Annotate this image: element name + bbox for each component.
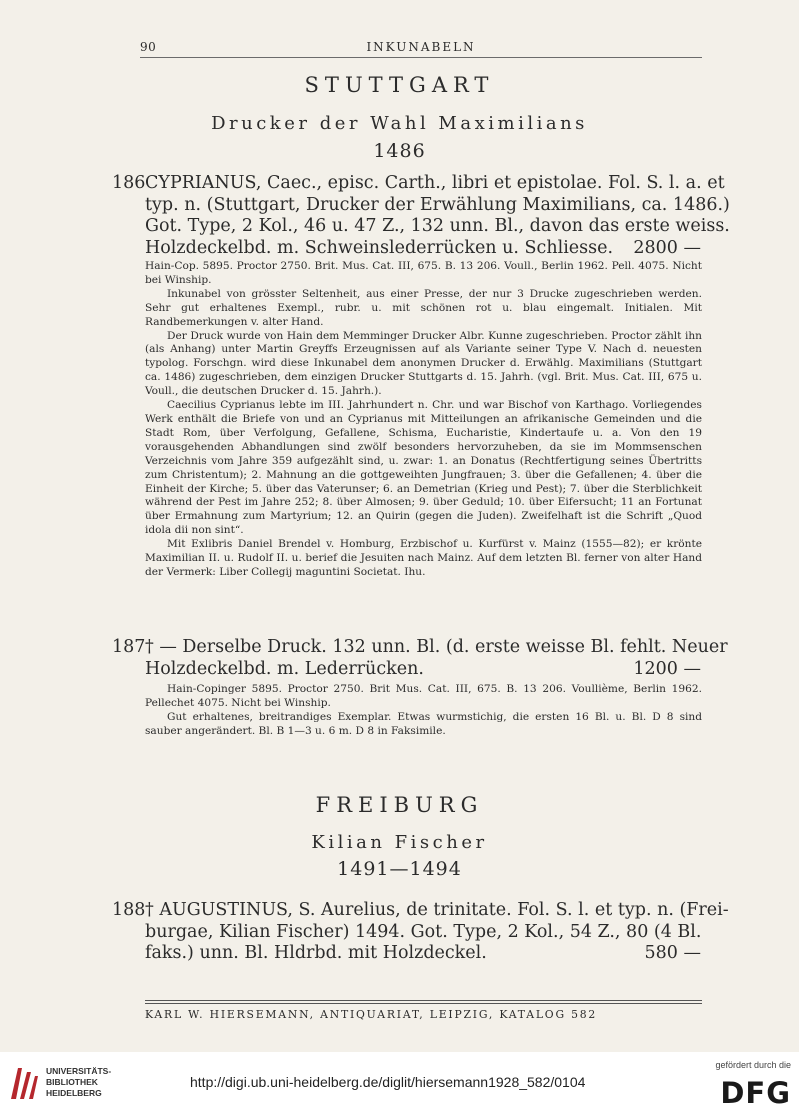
section-years: 1486: [373, 140, 426, 162]
footer-rule: [145, 1003, 702, 1004]
entry-last-line: [145, 238, 701, 260]
entry-187-notes: [145, 683, 702, 739]
running-head-title: INKUNABELN: [366, 40, 476, 54]
section-city-heading: FREIBURG: [315, 793, 484, 817]
section-printer-heading: Drucker der Wahl Maximilians: [211, 113, 588, 134]
page-number: 90: [140, 40, 157, 54]
entry-price: 1200 —: [633, 658, 701, 679]
university-library-name: [46, 1066, 111, 1099]
catalog-footer: KARL W. HIERSEMANN, ANTIQUARIAT, LEIPZIG, KATALOG 582: [145, 1008, 598, 1021]
entry-last-line: [145, 659, 701, 681]
note-paragraph: Inkunabel von grösster Seltenheit, aus einer Presse, der nur 3 Drucke zugeschrieben werden. Sehr gut erhaltenes Exempl., rubr. u. mit schönen rot u. blau eingemalt. Initialen. Mit Randbemerkungen v. alter Hand.: [145, 287, 702, 328]
university-library-logo-icon[interactable]: [8, 1064, 40, 1102]
entry-number: 188: [112, 900, 146, 920]
head-rule: [140, 57, 702, 58]
entry-description: [145, 173, 730, 259]
entry-number: 186: [112, 173, 146, 193]
entry-line: Holzdeckelbd. m. Schweinslederrücken u. Schliesse.: [145, 237, 614, 258]
entry-last-line: [145, 943, 701, 965]
footer-rule: [145, 1000, 702, 1001]
entry-line: typ. n. (Stuttgart, Drucker der Erwählung Maximilians, ca. 1486.): [145, 194, 730, 215]
entry-price: 2800 —: [633, 237, 701, 258]
note-paragraph: Hain-Cop. 5895. Proctor 2750. Brit. Mus. Cat. III, 675. B. 13 206. Voull., Berlin 1962. Pell. 4075. Nicht bei Winship.: [145, 260, 702, 286]
entry-186-notes: [145, 260, 702, 580]
note-paragraph: Mit Exlibris Daniel Brendel v. Homburg, Erzbischof u. Kurfürst v. Mainz (1555—82); er krönte Maximilian II. u. Rudolf II. u. berief die Jesuiten nach Mainz. Auf dem letzten Bl. ferner von alter Hand der Vermerk: Liber Collegij maguntini Societat. Ihu.: [145, 538, 702, 578]
note-paragraph: Gut erhaltenes, breitrandiges Exemplar. Etwas wurmstichig, die ersten 16 Bl. u. Bl. D 8 sind sauber angerändert. Bl. B 1—3 u. 6 m. D 8 in Faksimile.: [145, 710, 702, 737]
funder-caption: gefördert durch die: [715, 1060, 791, 1070]
note-paragraph: Der Druck wurde von Hain dem Memminger Drucker Albr. Kunne zugeschrieben. Proctor zählt ihn (als Anhang) unter Martin Greyffs Erzeugnissen auf als Variante seiner Type V. Nach d. neuesten typolog. Forschgn. wird diese Inkunabel dem anonymen Drucker d. Erwählg. Maximilians (Stuttgart ca. 1486) zugeschrieben, dem einzigen Drucker Stuttgarts d. 15. Jahrh. (vgl. Brit. Mus. Cat. III, 675 u. Voull., die deutschen Drucker d. 15. Jahrh.).: [145, 329, 702, 398]
viewer-bar: [0, 1052, 799, 1115]
entry-line: Got. Type, 2 Kol., 46 u. 47 Z., 132 unn. Bl., davon das erste weiss.: [145, 216, 730, 236]
entry-line: CYPRIANUS, Caec., episc. Carth., libri et epistolae. Fol. S. l. a. et: [145, 173, 725, 193]
entry-description: [145, 637, 728, 680]
section-city-heading: STUTTGART: [304, 73, 495, 97]
entry-description: [145, 900, 729, 965]
dfg-logo-icon[interactable]: DFG: [720, 1076, 791, 1110]
logo-line: HEIDELBERG: [46, 1088, 102, 1098]
entry-line: burgae, Kilian Fischer) 1494. Got. Type, 2 Kol., 54 Z., 80 (4 Bl.: [145, 921, 702, 942]
section-printer-heading: Kilian Fischer: [311, 832, 488, 853]
entry-line: † AUGUSTINUS, S. Aurelius, de trinitate. Fol. S. l. et typ. n. (Frei-: [145, 900, 729, 920]
note-paragraph: Hain-Copinger 5895. Proctor 2750. Brit Mus. Cat. III, 675. B. 13 206. Voullième, Berlin 1962. Pellechet 4075. Nicht bei Winship.: [145, 683, 702, 709]
entry-line: Holzdeckelbd. m. Lederrücken.: [145, 658, 424, 679]
entry-number: 187: [112, 637, 146, 657]
source-url-link[interactable]: http://digi.ub.uni-heidelberg.de/diglit/hiersemann1928_582/0104: [190, 1074, 586, 1090]
entry-price: 580 —: [644, 943, 701, 963]
logo-line: BIBLIOTHEK: [46, 1077, 98, 1087]
entry-line: faks.) unn. Bl. Hldrbd. mit Holzdeckel.: [145, 943, 487, 963]
section-years: 1491—1494: [337, 858, 462, 880]
entry-line: † — Derselbe Druck. 132 unn. Bl. (d. erste weisse Bl. fehlt. Neuer: [145, 637, 728, 657]
logo-line: UNIVERSITÄTS-: [46, 1066, 112, 1076]
note-paragraph: Caecilius Cyprianus lebte im III. Jahrhundert n. Chr. und war Bischof von Karthago. Vorliegendes Werk enthält die Briefe von und an Cyprianus mit Mitteilungen an afrikanische Gemeinden und die Stadt Rom, über Verfolgung, Gefallene, Schisma, Eucharistie, Kindertaufe u. a. Von den 19 vorausgehenden Abhandlungen sind zwölf besonders hervorzuheben, da sie im Mommsenschen Verzeichnis vom Jahre 359 aufgezählt sind, u. zwar: 1. an Donatus (Rechtfertigung seines Übertritts zum Christentum); 2. Mahnung an die gottgeweihten Jungfrauen; 3. über die Gefallenen; 4. über die Einheit der Kirche; 5. über das Vaterunser; 6. an Demetrian (Krieg und Pest); 7. über die Sterblichkeit während der Pest im Jahre 252; 8. über Almosen; 9. über Geduld; 10. über Eifersucht; 11 an Fortunat über Ermahnung zum Martyrium; 12. an Quirin (gegen die Juden). Zweifelhaft ist die Schrift „Quod idola dii non sint“.: [145, 399, 702, 537]
